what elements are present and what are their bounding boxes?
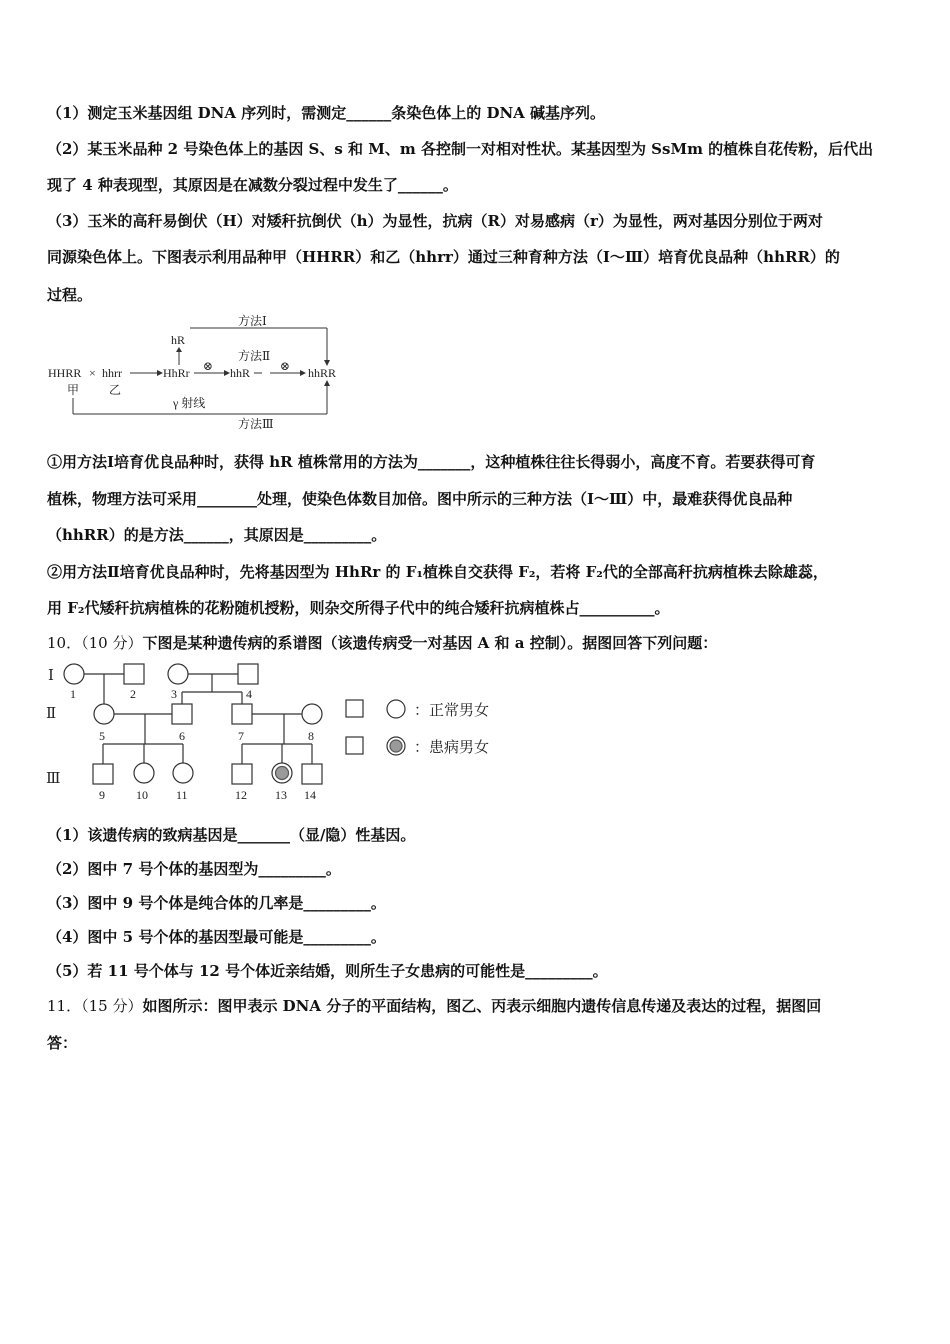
q10-sub3: （3）图中 9 号个体是纯合体的几率是_________。	[47, 894, 386, 912]
hhR-label: hhR	[230, 366, 251, 380]
q9-sub1: （1）测定玉米基因组 DNA 序列时，需测定______条染色体上的 DNA 碱基序列。	[47, 104, 606, 122]
label-11: 11	[176, 788, 188, 802]
q11-stem-text: 如图所示：图甲表示 DNA 分子的平面结构，图乙、丙表示细胞内遗传信息传递及表达的过程，据图回	[142, 997, 822, 1015]
label-10: 10	[136, 788, 148, 802]
label-7: 7	[238, 729, 244, 743]
legend-normal-female	[387, 700, 405, 718]
hR-label: hR	[171, 333, 186, 347]
individual-3	[168, 664, 188, 684]
q9-sub3-line1: （3）玉米的高秆易倒伏（H）对矮秆抗倒伏（h）为显性，抗病（R）对易感病（r）为显性，两对基因分别位于两对	[47, 212, 823, 230]
q10-sub4: （4）图中 5 号个体的基因型最可能是_________。	[47, 928, 386, 946]
q9-sub2-line2: 现了 4 种表现型，其原因是在减数分裂过程中发生了______。	[47, 176, 458, 194]
label-2: 2	[130, 687, 136, 701]
method1-label: 方法Ⅰ	[238, 314, 267, 328]
individual-6	[172, 704, 192, 724]
individual-8	[302, 704, 322, 724]
individual-12	[232, 764, 252, 784]
q9-sub2-line1: （2）某玉米品种 2 号染色体上的基因 S、s 和 M、m 各控制一对相对性状。某基因型为 SsMm 的植株自花传粉，后代出	[47, 140, 874, 158]
q11-score: （15 分）	[81, 997, 143, 1015]
label-1: 1	[70, 687, 76, 701]
q10-sub5: （5）若 11 号个体与 12 号个体近亲结婚，则所生子女患病的可能性是_________。	[47, 962, 608, 980]
parent2: hhrr	[102, 366, 122, 380]
label-12: 12	[235, 788, 247, 802]
f1-label: HhRr	[163, 366, 190, 380]
q9-sub3-1-line3: （hhRR）的是方法______，其原因是_________。	[47, 526, 387, 544]
parent1: HHRR	[48, 366, 82, 380]
individual-11	[173, 763, 193, 783]
self-symbol-1: ⊗	[203, 359, 214, 373]
pedigree-chart	[40, 658, 520, 808]
gen-III-label: Ⅲ	[46, 771, 61, 787]
q11-stem-line2: 答：	[47, 1034, 78, 1052]
q9-sub3-1-line1: ①用方法Ⅰ培育优良品种时，获得 hR 植株常用的方法为_______，这种植株往往长得弱小，高度不育。若要获得可育	[47, 453, 816, 471]
gamma-label: γ 射线	[173, 396, 206, 410]
target-label: hhRR	[308, 366, 337, 380]
label-13: 13	[275, 788, 287, 802]
individual-9	[93, 764, 113, 784]
cross-sign: ×	[89, 366, 96, 380]
yi-label: 乙	[109, 383, 122, 397]
q11-number: 11．	[47, 997, 82, 1015]
q9-sub3-2-line2: 用 F₂代矮秆抗病植株的花粉随机授粉，则杂交所得子代中的纯合矮秆抗病植株占__________。	[47, 599, 670, 617]
q9-sub3-2-line1: ②用方法Ⅱ培育优良品种时，先将基因型为 HhRr 的 F₁植株自交获得 F₂，若将 F₂代的全部高秆抗病植株去除雄蕊，	[47, 563, 828, 581]
q10-stem-text: 下图是某种遗传病的系谱图（该遗传病受一对基因 A 和 a 控制）。据图回答下列问题：	[142, 634, 718, 652]
q9-sub3-line3: 过程。	[47, 286, 93, 304]
self-symbol-2: ⊗	[280, 359, 291, 373]
q10-sub1: （1）该遗传病的致病基因是_______（显/隐）性基因。	[47, 826, 416, 844]
method3-label: 方法Ⅲ	[238, 417, 274, 431]
q10-number: 10．	[47, 634, 82, 652]
legend-normal-male	[346, 700, 363, 717]
q9-sub3-1-line2: 植株，物理方法可采用________处理，使染色体数目加倍。图中所示的三种方法（Ⅰ～Ⅲ）中，最难获得优良品种	[47, 490, 793, 508]
individual-14	[302, 764, 322, 784]
legend-affected-male	[346, 737, 363, 754]
q10-score: （10 分）	[81, 634, 143, 652]
individual-4	[238, 664, 258, 684]
individual-5	[94, 704, 114, 724]
individual-1	[64, 664, 84, 684]
q10-sub2: （2）图中 7 号个体的基因型为_________。	[47, 860, 341, 878]
q11-stem	[47, 995, 821, 1016]
q9-sub3-line2: 同源染色体上。下图表示利用品种甲（HHRR）和乙（hhrr）通过三种育种方法（Ⅰ～Ⅲ）培育优良品种（hhRR）的	[47, 248, 840, 266]
gen-I-label: Ⅰ	[48, 668, 54, 684]
label-5: 5	[99, 729, 105, 743]
q10-stem	[47, 632, 717, 653]
legend-affected-text: ：患病男女	[414, 738, 490, 756]
label-3: 3	[171, 687, 177, 701]
label-6: 6	[179, 729, 185, 743]
jia-label: 甲	[67, 383, 80, 397]
label-8: 8	[308, 729, 314, 743]
method2-label: 方法Ⅱ	[238, 349, 271, 363]
breeding-diagram	[40, 310, 360, 440]
label-4: 4	[246, 687, 252, 701]
legend-normal-text: ：正常男女	[414, 701, 490, 719]
gen-II-label: Ⅱ	[46, 706, 57, 722]
label-14: 14	[304, 788, 316, 802]
individual-2	[124, 664, 144, 684]
label-9: 9	[99, 788, 105, 802]
individual-10	[134, 763, 154, 783]
individual-7	[232, 704, 252, 724]
